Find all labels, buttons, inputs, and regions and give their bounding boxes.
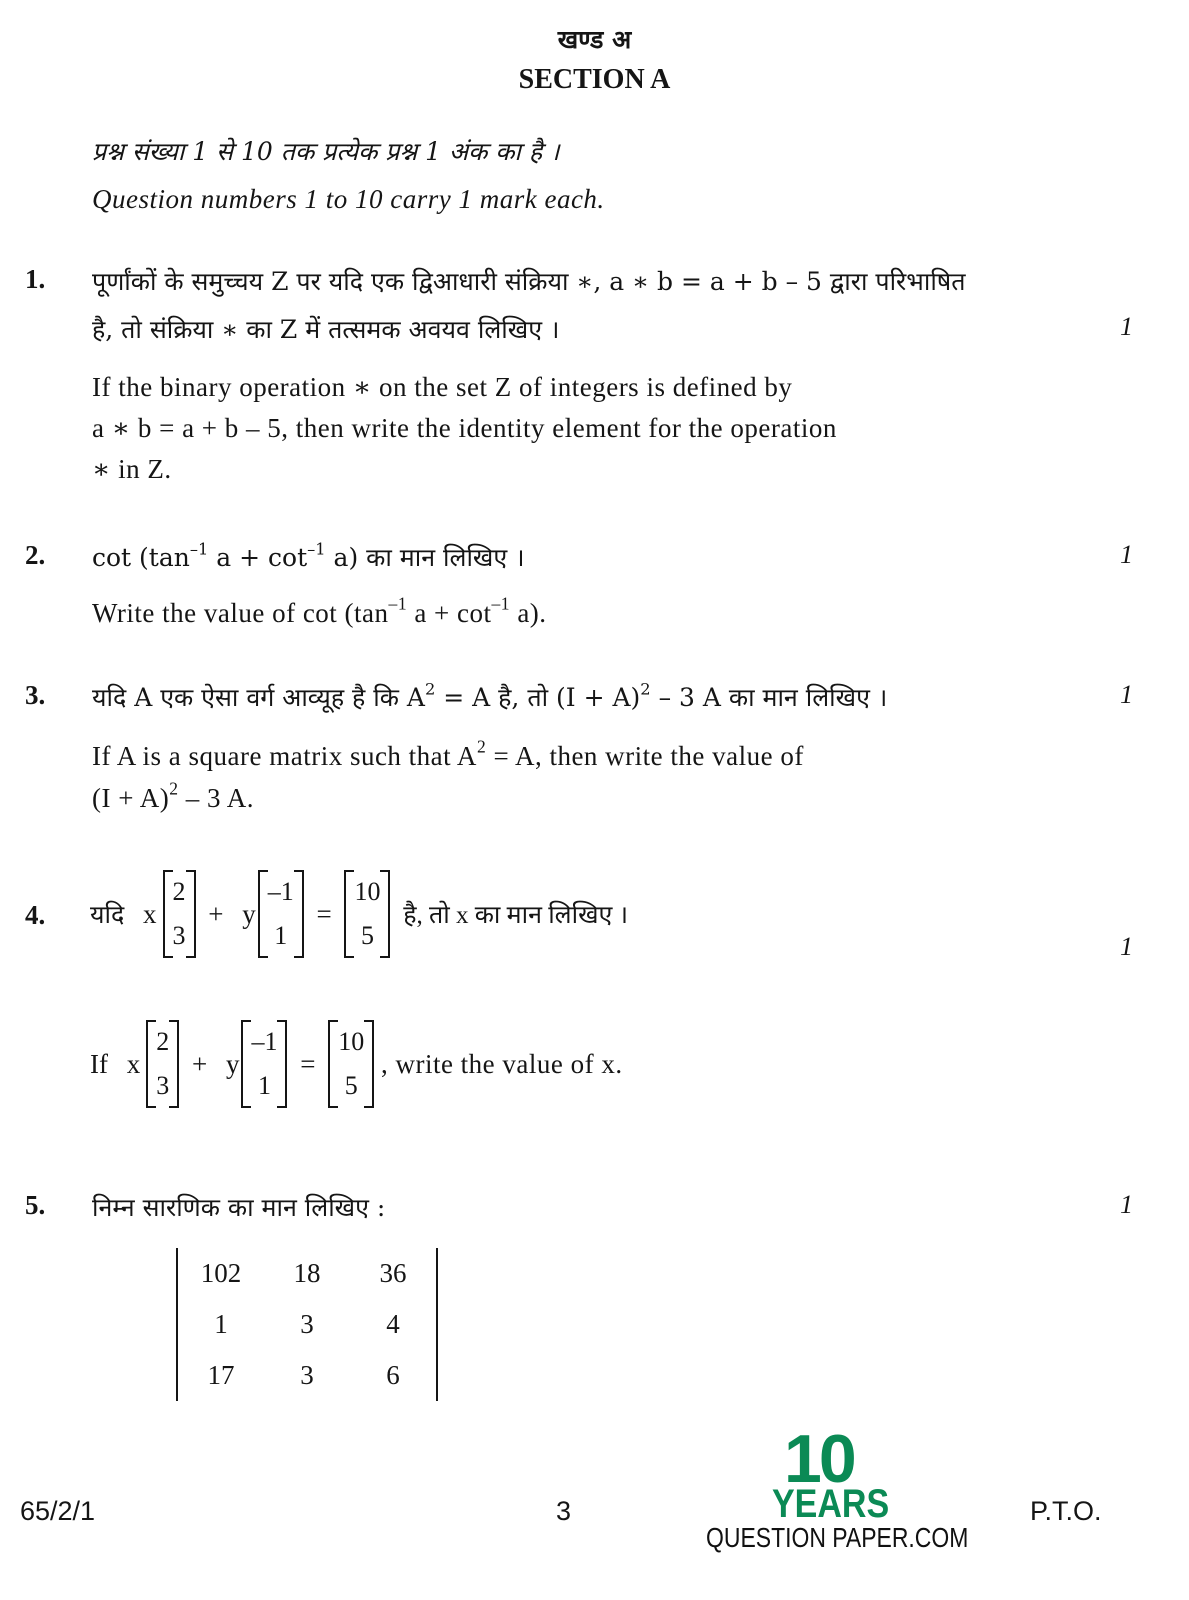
logo-site: QUESTION PAPER.COM [706, 1522, 969, 1553]
q3-english-line2: $(I + A)^2 - 3$ A. [92, 778, 254, 813]
determinant-cell: 3 [300, 1309, 314, 1339]
section-title-english: SECTION A [518, 64, 671, 95]
instruction-hindi: प्रश्न संख्या 1 से 10 तक प्रत्येक प्रश्न 1 अंक का है । [92, 137, 560, 166]
paper-code: 65/2/1 [20, 1496, 96, 1526]
logo-number: 10 [784, 1421, 854, 1497]
determinant-cell: 36 [379, 1258, 407, 1288]
question-number: 2. [25, 540, 46, 570]
determinant-row [177, 1350, 437, 1401]
matrix-c: 10 5 [328, 1020, 374, 1108]
q5-hindi: निम्न सारणिक का मान लिखिए : [92, 1193, 386, 1222]
determinant-row [177, 1299, 437, 1350]
question-mark: 1 [1120, 680, 1133, 709]
determinant-row [177, 1248, 437, 1299]
q1-hindi-line2: है, तो संक्रिया ∗ का Z में तत्समक अवयव लिखिए । [92, 315, 560, 344]
pto-label: P.T.O. [1030, 1496, 1102, 1526]
q2-english: Write the value of $\cot (\tan^{-1}$ $a + \cot^{-1} a$). [92, 593, 547, 628]
determinant-cell: 3 [300, 1360, 314, 1390]
q4-english-equation: If x 2 3 + y –1 1 = 10 5 , write the value of x. [90, 1020, 629, 1108]
q3-hindi: यदि A एक ऐसा वर्ग आव्यूह है कि $A^2 = A$ है, तो $(I + A)^2 - 3$ A का मान लिखिए । [92, 679, 888, 712]
determinant-cell: 102 [200, 1258, 242, 1288]
determinant-cell: 18 [293, 1258, 321, 1288]
q1-english-line3: ∗ in Z. [92, 454, 172, 484]
determinant-cell: 4 [386, 1309, 400, 1339]
q4-hindi-equation: यदि x 2 3 + y –1 1 = 10 5 है, तो x का मान लिखिए । [90, 870, 634, 958]
question-mark: 1 [1120, 540, 1133, 569]
determinant-cell: 1 [214, 1309, 228, 1339]
question-number: 1. [25, 264, 46, 294]
matrix-a: 2 3 [163, 870, 196, 958]
matrix-c: 10 5 [344, 870, 390, 958]
question-mark: 1 [1120, 932, 1133, 961]
question-mark: 1 [1120, 312, 1133, 341]
q1-hindi-line1: पूर्णांकों के समुच्चय Z पर यदि एक द्विआधारी संक्रिया ∗, a ∗ b = a + b – 5 द्वारा परिभाषित [92, 267, 966, 296]
q3-english-line1: If A is a square matrix such that $A^2 = A$, then write the value of [92, 736, 804, 771]
section-title-hindi: खण्ड अ [557, 25, 632, 54]
determinant-cell: 17 [207, 1360, 235, 1390]
matrix-b: –1 1 [241, 1020, 287, 1108]
matrix-b: –1 1 [258, 870, 304, 958]
logo-years: YEARS [772, 1482, 890, 1526]
instruction-english: Question numbers 1 to 10 carry 1 mark each. [92, 184, 605, 214]
question-mark: 1 [1120, 1190, 1133, 1219]
question-number: 4. [25, 900, 46, 930]
q2-hindi: $\cot (\tan^{-1}$ $a + \cot^{-1} a$) का मान लिखिए । [92, 539, 525, 572]
question-number: 5. [25, 1190, 46, 1220]
determinant-cell: 6 [386, 1360, 400, 1390]
determinant [176, 1248, 438, 1401]
q1-english-line2: a ∗ b = a + b – 5, then write the identity element for the operation [92, 413, 837, 443]
question-number: 3. [25, 680, 46, 710]
matrix-a: 2 3 [146, 1020, 179, 1108]
q1-english-line1: If the binary operation ∗ on the set Z of integers is defined by [92, 372, 793, 402]
page-number: 3 [556, 1496, 572, 1526]
